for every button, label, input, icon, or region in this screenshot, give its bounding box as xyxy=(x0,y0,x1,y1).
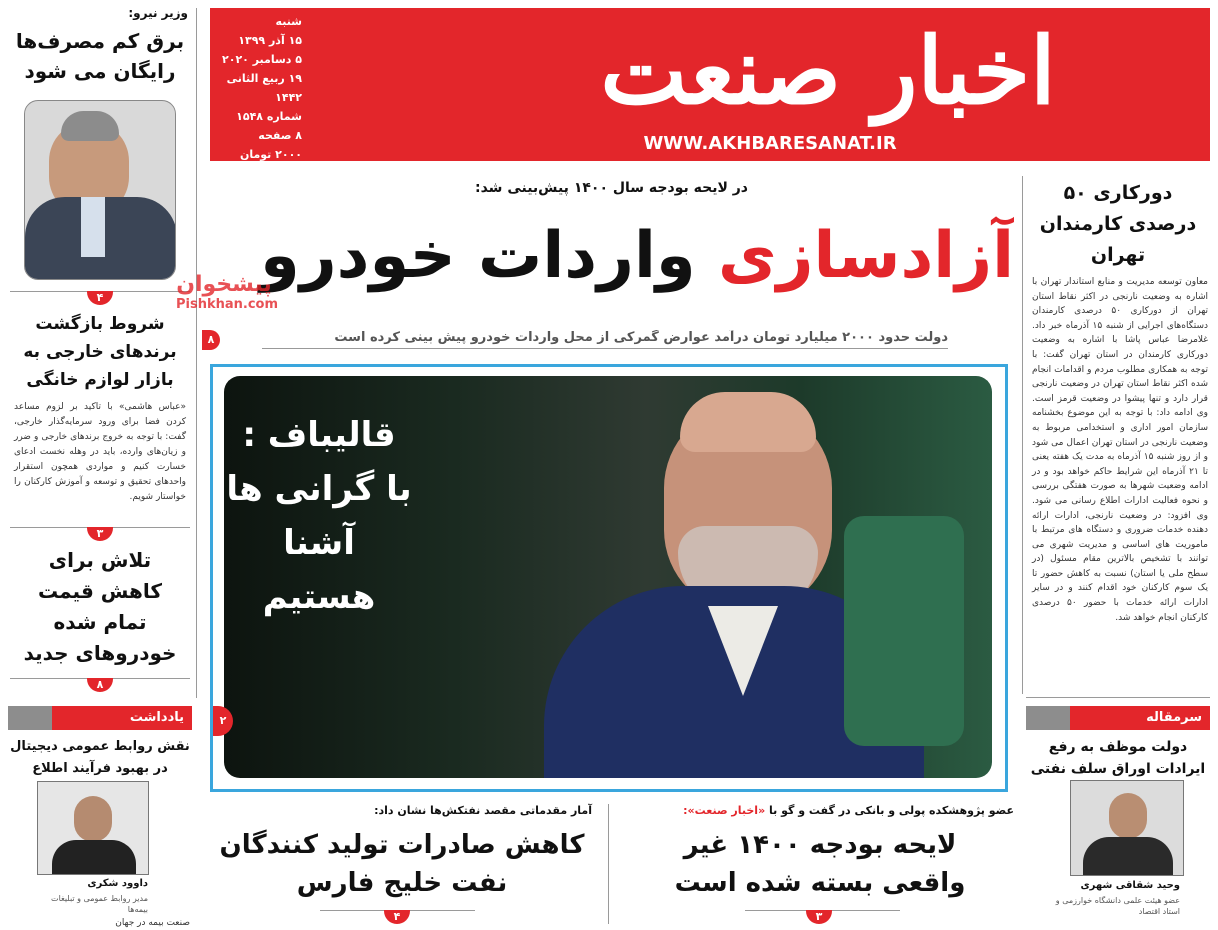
issue-info xyxy=(222,12,302,164)
bottom-right-kicker xyxy=(616,804,1014,817)
left-item1-kicker: وزیر نیرو: xyxy=(128,6,188,20)
photo-caption-line2: با گرانی ها xyxy=(226,469,412,509)
right-column-body: معاون توسعه مدیریت و منابع استاندار تهران با اشاره به وضعیت نارنجی در اکثر نقاط استان تهران از دورکاری ۵۰ درصدی کارمندان دستگاه‌های اجرایی از شنبه ۱۵ آذرماه خبر داد. غلامرضا عباس پاشا با اشاره به وضعیت دورکاری کارمندان در استان تهران گفت: با توجه به همکاری مطلوب مردم و اقدامات انجام شده اکثر نقاط استان تهران در وضعیت نارنجی قرار دارد و تنها پیشوا در وضعیت قرمز است. وی ادامه داد: با توجه به این موضوع بخشنامه سازمان امور اداری و استخدامی مربوط به وضعیت نارنجی در استان تهران اعمال می شود و از روز شنبه ۱۵ آذرماه به مدت یک هفته یعنی تا ۲۱ آذرماه این شرایط حاکم خواهد بود و در ادامه وضعیت شهرها به صورت هفتگی بررسی و نحوه فعالیت ادارات اطلاع رسانی می شود. وی افزود: در وضعیت نارنجی، ادارات ارائه دهنده خدمات ضروری و دستگاه های مرتبط با ماموریت های اساسی و مدیریت شهری می توانند با تشخیص بالاترین مقام مسئول (در سطح ملی یا استان) نسبت به کاهش حضور تا یک سوم کارکنان خود اقدام کنند و در سایر ادارات ارائه خدمات با حضور ۵۰ درصدی کارکنان انجام خواهد شد. xyxy=(1032,277,1208,623)
yaddasht-body: صنعت بیمه در جهان xyxy=(115,918,190,928)
sarmaghaleh-title: دولت موظف به رفع ایرادات اوراق سلف نفتی xyxy=(1030,739,1206,777)
photo-story-page: ۲ xyxy=(213,706,233,736)
main-subhead: دولت حدود ۲۰۰۰ میلیارد تومان درآمد عوارض گمرکی از محل واردات خودرو پیش بینی کرده است xyxy=(262,330,948,349)
left-item3-page: ۸ xyxy=(87,678,113,692)
left-item2-title: شروط بازگشت برندهای خارجی به بازار لوازم خانگی xyxy=(23,314,177,390)
left-item1-page: ۴ xyxy=(87,291,113,305)
yaddasht-author-photo xyxy=(37,781,149,875)
arrow-icon xyxy=(8,706,52,730)
main-headline-red: آزادسازی xyxy=(717,219,1014,293)
sarmaghaleh-author-photo xyxy=(1070,780,1184,876)
bottom-left-kicker: آمار مقدماتی مقصد نفتکش‌ها نشان داد: xyxy=(374,804,592,817)
issue-pages: ۸ صفحه xyxy=(258,129,302,142)
minister-photo xyxy=(24,100,176,280)
yaddasht-label: یادداشت xyxy=(129,710,184,725)
yaddasht-title: نقش روابط عمومی دیجیتال در بهبود فرآیند اطلاع xyxy=(10,739,190,776)
left-item1-title: برق کم مصرف‌ها رایگان می شود xyxy=(15,29,185,83)
watermark-logo: پیشخوان xyxy=(176,272,272,297)
sarmaghaleh-label: سرمقاله xyxy=(1146,710,1202,725)
main-headline xyxy=(214,206,1014,306)
photo-story-caption xyxy=(224,408,414,624)
bottom-left-title: کاهش صادرات تولید کنندگان نفت خلیج فارس xyxy=(219,830,585,898)
issue-price: ۲۰۰۰ تومان xyxy=(239,148,302,161)
right-column-title: دورکاری ۵۰ درصدی کارمندان تهران xyxy=(1039,182,1197,266)
bottom-divider xyxy=(608,804,609,924)
main-kicker: در لایحه بودجه سال ۱۴۰۰ پیش‌بینی شد: xyxy=(475,180,748,196)
photo-caption-line1: قالیباف : xyxy=(242,415,396,455)
left-column-divider xyxy=(196,8,197,698)
issue-date-persian: ۱۵ آذر ۱۳۹۹ xyxy=(238,34,302,47)
issue-date-hijri: ۱۹ ربیع الثانی ۱۴۴۲ xyxy=(226,72,302,104)
issue-number: شماره ۱۵۴۸ xyxy=(236,110,302,123)
bottom-left-page: ۴ xyxy=(384,910,410,924)
sarmaghaleh-header xyxy=(1026,706,1210,730)
issue-date-gregorian: ۵ دسامبر ۲۰۲۰ xyxy=(222,53,302,66)
watermark-url: Pishkhan.com xyxy=(176,297,279,312)
left-item2-page: ۳ xyxy=(87,527,113,541)
main-headline-black: واردات خودرو xyxy=(260,219,696,293)
bottom-right-kicker-text: عضو پژوهشکده پولی و بانکی در گفت و گو با xyxy=(769,804,1014,817)
left-item3-title: تلاش برای کاهش قیمت تمام شده خودروهای جدید xyxy=(23,548,177,665)
left-item2-body: «عباس هاشمی» با تاکید بر لزوم مساعد کردن فضا برای ورود سرمایه‌گذار خارجی، گفت: با توجه به خروج برندهای خارجی و ضرر و زیان‌های وارده، باید در وهله نخست ادعای خسارت کنیم و مواردی همچون استقرار واحدهای تحقیق و توسعه و آموزش کارکنان را خواستار شویم. xyxy=(14,402,186,502)
bottom-right-page: ۳ xyxy=(806,910,832,924)
right-column-divider xyxy=(1022,176,1023,694)
arrow-icon xyxy=(1026,706,1070,730)
issue-day: شنبه xyxy=(275,15,302,28)
yaddasht-author-role: مدیر روابط عمومی و تبلیغات بیمه‌ها xyxy=(51,894,148,914)
yaddasht-header xyxy=(8,706,192,730)
sarmaghaleh-author-role: عضو هیئت علمی دانشگاه خوارزمی و استاد اقتصاد xyxy=(1055,896,1180,916)
masthead-website: WWW.AKHBARESANAT.IR xyxy=(643,133,897,154)
watermark xyxy=(176,272,279,312)
photo-caption-line3: آشنا هستیم xyxy=(262,523,376,617)
bottom-right-title: لایحه بودجه ۱۴۰۰ غیر واقعی بسته شده است xyxy=(674,830,966,898)
masthead xyxy=(210,8,1210,161)
masthead-logo: اخبار صنعت xyxy=(600,17,1056,125)
yaddasht-author: داوود شکری xyxy=(87,878,148,889)
main-page: ۸ xyxy=(202,330,220,350)
bottom-right-kicker-brand: «اخبار صنعت»: xyxy=(683,804,766,817)
right-column-bottom xyxy=(1026,697,1210,698)
sarmaghaleh-author: وحید شقاقی شهری xyxy=(1080,880,1180,891)
